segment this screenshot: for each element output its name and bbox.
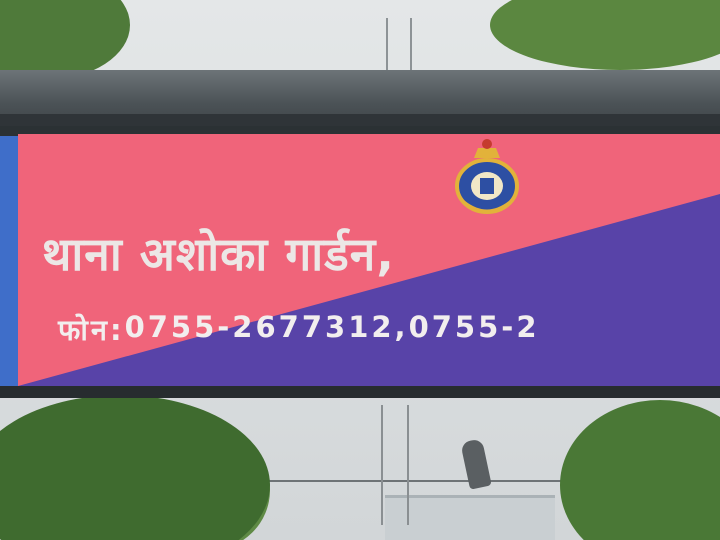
phone-line: [58, 310, 540, 349]
police-emblem-icon: [452, 128, 522, 218]
building: [385, 495, 555, 540]
sign-board-bottom: [0, 386, 720, 398]
phone-label: फोन:: [58, 313, 125, 347]
antenna-mast: [381, 405, 409, 525]
phone-numbers: 0755-2677312,0755-2: [124, 310, 540, 344]
gate-beam-lip: [0, 114, 720, 126]
station-name: थाना अशोका गार्डन,: [42, 227, 395, 281]
antenna-mast: [386, 18, 412, 78]
